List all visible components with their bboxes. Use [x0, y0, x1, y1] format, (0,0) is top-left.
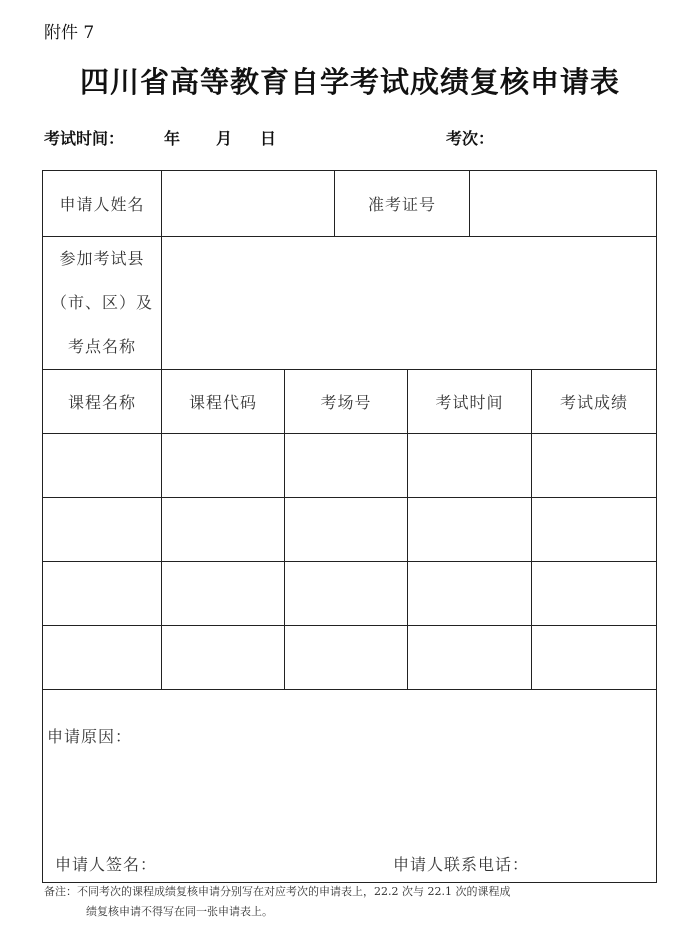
footnote-line1: 备注：不同考次的课程成绩复核申请分别写在对应考次的申请表上，22.2 次与 22.1 次的课程成 — [44, 885, 511, 898]
table-row — [43, 562, 657, 626]
exam-time-label: 考试时间： — [44, 129, 125, 148]
exam-time-cell[interactable] — [408, 498, 532, 562]
reason-field[interactable] — [43, 690, 657, 883]
exam-time-cell[interactable] — [408, 562, 532, 626]
col-room-no: 考场号 — [285, 370, 408, 434]
course-code-cell[interactable] — [162, 434, 285, 498]
exam-score-cell[interactable] — [532, 562, 657, 626]
col-course-name: 课程名称 — [43, 370, 162, 434]
applicant-name-field[interactable] — [162, 171, 335, 237]
signature-label: 申请人签名： — [55, 855, 158, 874]
day-label: 日 — [260, 129, 277, 148]
footnote-line2: 绩复核申请不得写在同一张申请表上。 — [86, 905, 273, 918]
form-title: 四川省高等教育自学考试成绩复核申请表 — [79, 65, 620, 99]
county-label-line2: （市、区）及 — [50, 293, 153, 312]
room-no-cell[interactable] — [285, 434, 408, 498]
course-code-cell[interactable] — [162, 498, 285, 562]
course-name-cell[interactable] — [43, 626, 162, 690]
exam-time-line — [44, 126, 276, 149]
col-course-code: 课程代码 — [162, 370, 285, 434]
county-label-line3: 考点名称 — [67, 337, 136, 356]
course-header-row — [43, 370, 657, 434]
applicant-name-label: 申请人姓名 — [43, 171, 162, 237]
exam-score-cell[interactable] — [532, 498, 657, 562]
reason-label: 申请原因： — [47, 727, 133, 746]
application-form-table — [42, 170, 657, 883]
exam-score-cell[interactable] — [532, 434, 657, 498]
col-exam-score: 考试成绩 — [532, 370, 657, 434]
room-no-cell[interactable] — [285, 562, 408, 626]
reason-row — [43, 690, 657, 883]
county-row — [43, 237, 657, 370]
year-label: 年 — [164, 129, 181, 148]
session-label: 考次： — [446, 129, 495, 148]
phone-label: 申请人联系电话： — [393, 855, 530, 874]
attachment-label: 附件 7 — [44, 23, 95, 43]
course-code-cell[interactable] — [162, 626, 285, 690]
county-label-line1: 参加考试县 — [59, 249, 145, 268]
admission-no-field[interactable] — [470, 171, 657, 237]
room-no-cell[interactable] — [285, 498, 408, 562]
room-no-cell[interactable] — [285, 626, 408, 690]
course-name-cell[interactable] — [43, 562, 162, 626]
month-label: 月 — [216, 129, 233, 148]
table-row — [43, 498, 657, 562]
table-row — [43, 626, 657, 690]
applicant-row — [43, 171, 657, 237]
course-code-cell[interactable] — [162, 562, 285, 626]
col-exam-time: 考试时间 — [408, 370, 532, 434]
table-row — [43, 434, 657, 498]
exam-score-cell[interactable] — [532, 626, 657, 690]
exam-time-cell[interactable] — [408, 626, 532, 690]
county-field[interactable] — [162, 237, 657, 370]
course-name-cell[interactable] — [43, 498, 162, 562]
exam-time-cell[interactable] — [408, 434, 532, 498]
footnote — [44, 882, 664, 922]
county-label — [43, 237, 162, 370]
admission-no-label: 准考证号 — [335, 171, 470, 237]
course-name-cell[interactable] — [43, 434, 162, 498]
